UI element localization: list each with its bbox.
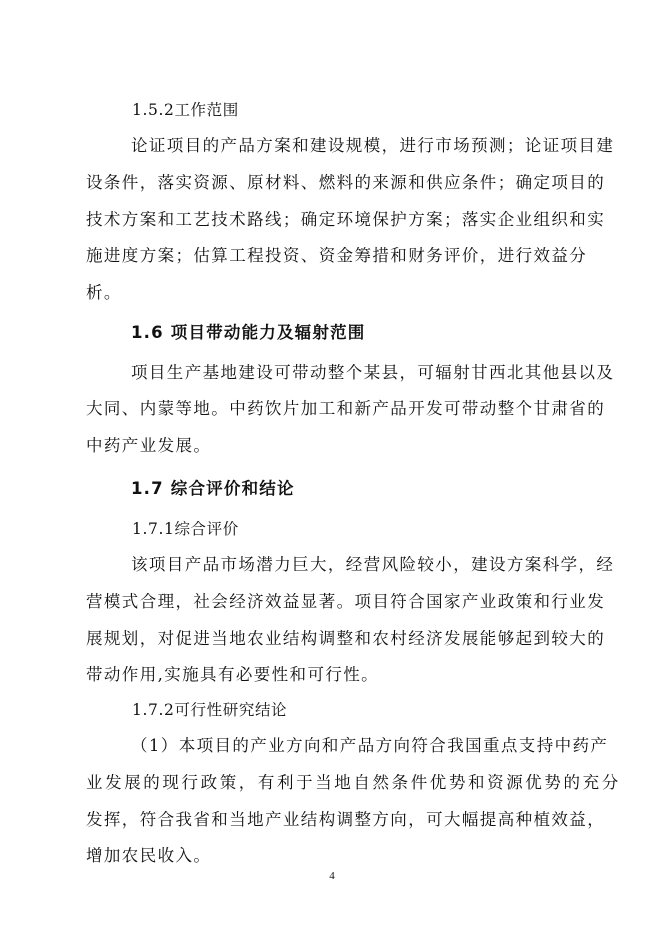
- section-1-5-2-line-3: 技术方案和工艺技术路线；确定环境保护方案；落实企业组织和实: [86, 210, 606, 229]
- section-1-7-2-title: 1.7.2可行性研究结论: [132, 701, 288, 719]
- section-1-6-line-2: 大同、内蒙等地。中药饮片加工和新产品开发可带动整个甘肃省的: [86, 399, 606, 418]
- section-1-7-2-line-1: （1）本项目的产业方向和产品方向符合我国重点支持中药产: [131, 736, 609, 755]
- section-1-7-2-line-2: 业发展的现行政策，有利于当地自然条件优势和资源优势的充分: [86, 773, 621, 792]
- section-1-7-1-title: 1.7.1综合评价: [132, 520, 239, 538]
- section-1-7-2-line-3: 发挥，符合我省和当地产业结构调整方向，可大幅提高种植效益，: [86, 810, 606, 829]
- section-1-7-1-line-1: 该项目产品市场潜力巨大，经营风险较小，建设方案科学，经: [131, 555, 615, 574]
- section-1-5-2-title: 1.5.2工作范围: [132, 101, 239, 119]
- section-1-5-2-line-2: 设条件，落实资源、原材料、燃料的来源和供应条件；确定项目的: [86, 173, 606, 192]
- page-number: 4: [329, 870, 335, 882]
- section-1-6-line-3: 中药产业发展。: [86, 436, 212, 455]
- section-1-7-heading: 1.7 综合评价和结论: [131, 479, 295, 498]
- section-1-7-1-line-3: 展规划，对促进当地农业结构调整和农村经济发展能够起到较大的: [86, 629, 606, 648]
- section-1-5-2-line-5: 析。: [86, 283, 122, 302]
- section-1-6-heading: 1.6 项目带动能力及辐射范围: [131, 323, 366, 342]
- section-1-7-1-line-4: 带动作用,实施具有必要性和可行性。: [86, 665, 380, 684]
- section-1-7-2-line-4: 增加农民收入。: [86, 846, 212, 865]
- section-1-5-2-line-4: 施进度方案；估算工程投资、资金筹措和财务评价，进行效益分: [86, 246, 588, 265]
- section-1-6-line-1: 项目生产基地建设可带动整个某县，可辐射甘西北其他县以及: [131, 363, 615, 382]
- section-1-7-1-line-2: 营模式合理，社会经济效益显著。项目符合国家产业政策和行业发: [86, 592, 606, 611]
- section-1-5-2-line-1: 论证项目的产品方案和建设规模，进行市场预测；论证项目建: [131, 136, 615, 155]
